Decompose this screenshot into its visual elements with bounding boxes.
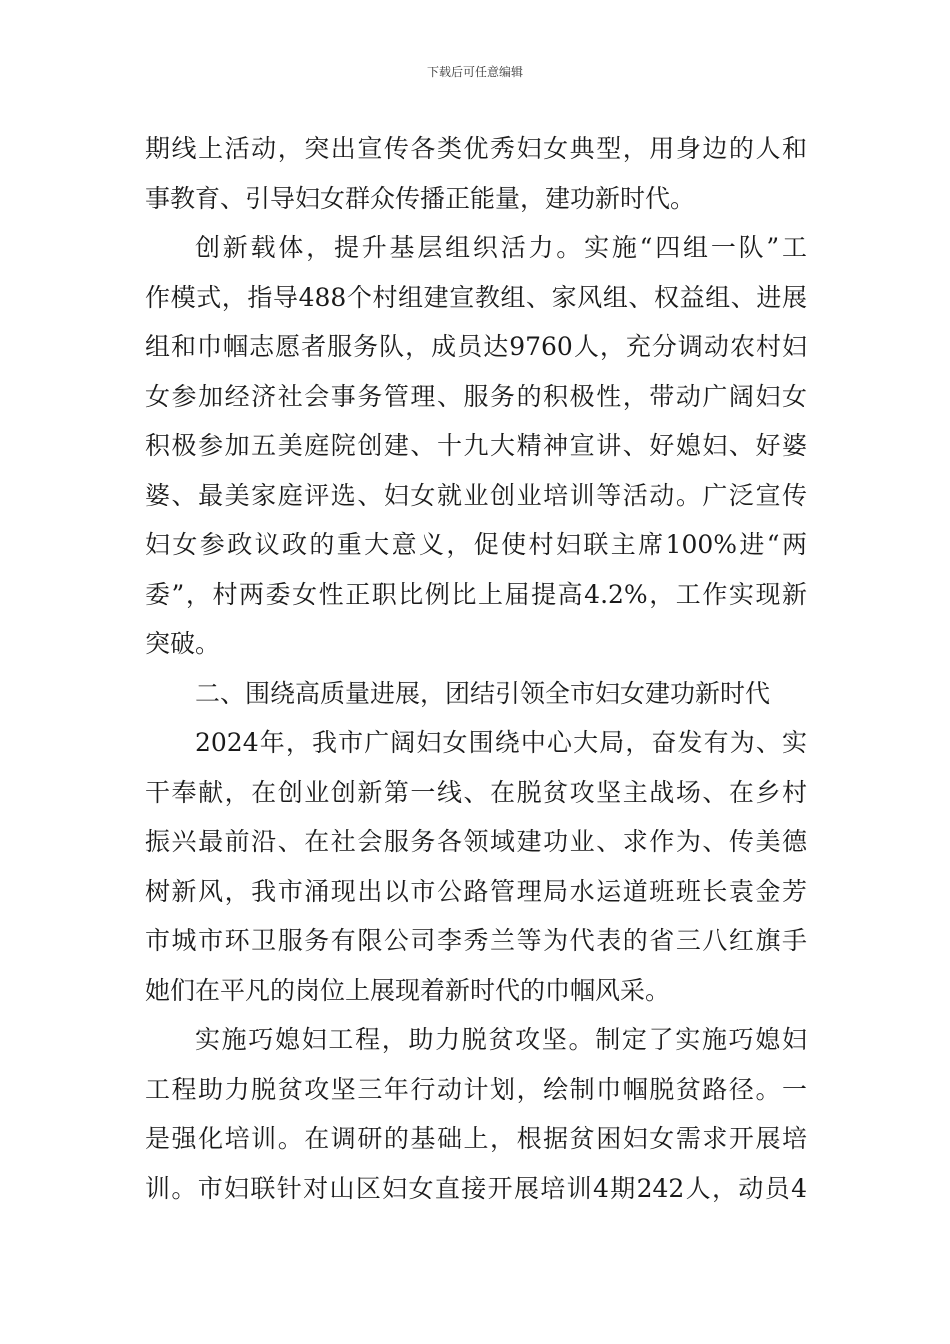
text-line: 是强化培训。在调研的基础上，根据贫困妇女需求开展培 (145, 1124, 807, 1153)
text-line: 训。市妇联针对山区妇女直接开展培训4期242人，动员4 (145, 1173, 807, 1203)
text-line: 作模式，指导488个村组建宣教组、家风组、权益组、进展 (145, 282, 807, 312)
document-body (145, 124, 807, 1213)
text-line: 期线上活动，突出宣传各类优秀妇女典型，用身边的人和 (145, 134, 807, 163)
text-line: 委”，村两委女性正职比例比上届提高4.2%，工作实现新 (145, 579, 807, 609)
section-heading (145, 669, 807, 719)
text-line: 市城市环卫服务有限公司李秀兰等为代表的省三八红旗手 (145, 926, 807, 955)
text-line: 妇女参政议政的重大意义，促使村妇联主席100%进“两 (145, 530, 807, 559)
text-line: 树新风，我市涌现出以市公路管理局水运道班班长袁金芳 (145, 876, 807, 906)
paragraph (145, 1015, 807, 1213)
text-line: 婆、最美家庭评选、妇女就业创业培训等活动。广泛宣传 (145, 480, 807, 510)
text-line: 创新载体，提升基层组织活力。实施“四组一队”工 (195, 233, 807, 262)
text-line: 事教育、引导妇女群众传播正能量，建功新时代。 (145, 183, 696, 213)
paragraph (145, 718, 807, 1015)
paragraph (145, 124, 807, 223)
text-line: 振兴最前沿、在社会服务各领域建功业、求作为、传美德 (145, 827, 807, 856)
heading-line: 二、围绕高质量进展，团结引领全市妇女建功新时代 (195, 678, 771, 708)
text-line: 组和巾帼志愿者服务队，成员达9760人，充分调动农村妇 (145, 332, 807, 361)
text-line: 2024年，我市广阔妇女围绕中心大局，奋发有为、实 (195, 728, 807, 757)
text-line: 工程助力脱贫攻坚三年行动计划，绘制巾帼脱贫路径。一 (145, 1074, 807, 1104)
text-line: 女参加经济社会事务管理、服务的积极性，带动广阔妇女 (145, 381, 807, 411)
page-header: 下载后可任意编辑 (426, 65, 523, 79)
paragraph (145, 223, 807, 669)
text-line: 她们在平凡的岗位上展现着新时代的巾帼风采。 (145, 975, 671, 1005)
text-line: 积极参加五美庭院创建、十九大精神宣讲、好媳妇、好婆 (145, 431, 807, 460)
text-line: 突破。 (145, 629, 221, 658)
text-line: 实施巧媳妇工程，助力脱贫攻坚。制定了实施巧媳妇 (195, 1025, 807, 1054)
text-line: 干奉献，在创业创新第一线、在脱贫攻坚主战场、在乡村 (145, 777, 807, 807)
